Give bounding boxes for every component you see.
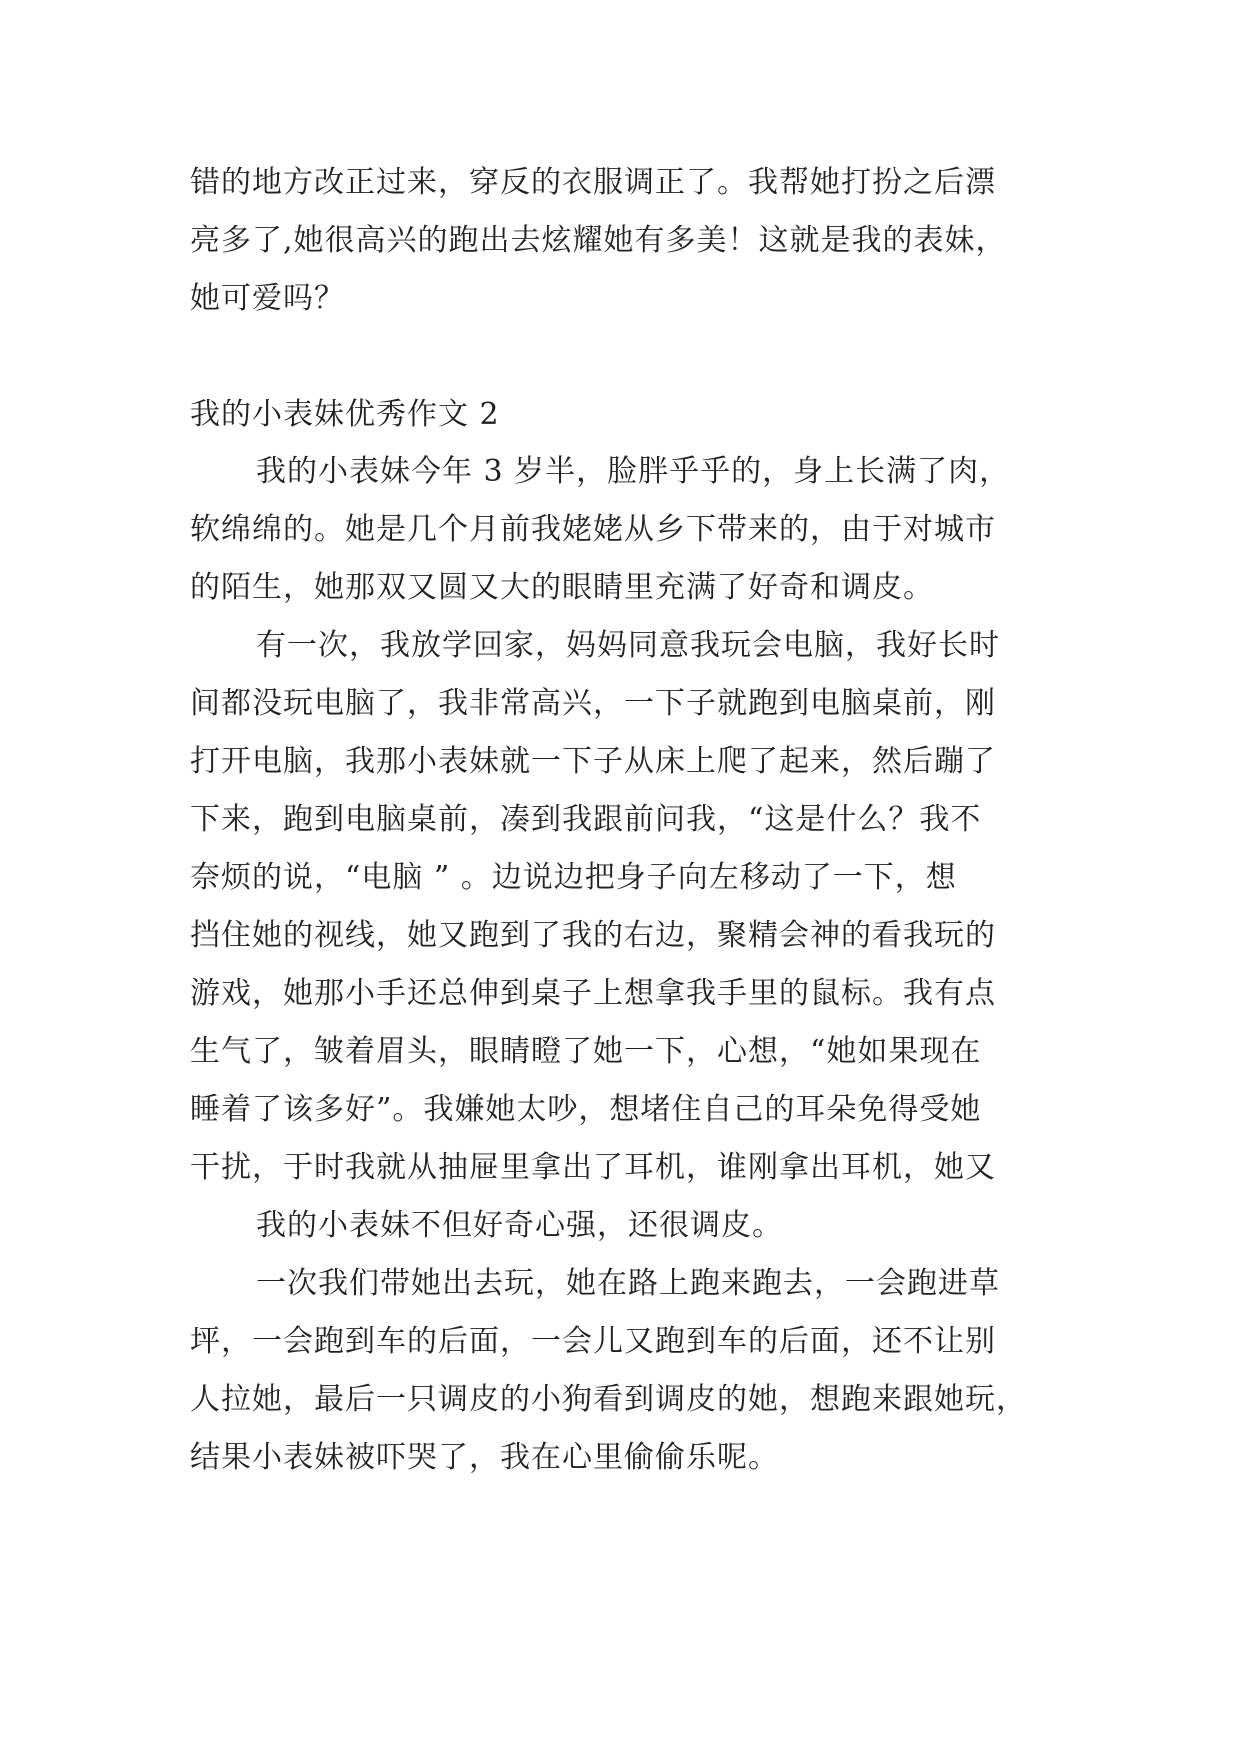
text-line: 错的地方改正过来，穿反的衣服调正了。我帮她打扮之后漂 [190, 165, 996, 200]
text-line: 亮多了,她很高兴的跑出去炫耀她有多美！这就是我的表妹， [190, 223, 1007, 258]
text-line: 坪，一会跑到车的后面，一会儿又跑到车的后面，还不让别 [190, 1324, 996, 1359]
text-line: 打开电脑，我那小表妹就一下子从床上爬了起来，然后蹦了 [190, 744, 996, 779]
text-line: 我的小表妹今年 3 岁半，脸胖乎乎的，身上长满了肉， [256, 454, 1011, 489]
paragraph-1 [190, 443, 1090, 617]
essay-heading [190, 386, 1090, 444]
text-line: 一次我们带她出去玩，她在路上跑来跑去，一会跑进草 [256, 1266, 1000, 1301]
text-line: 有一次，我放学回家，妈妈同意我玩会电脑，我好长时 [256, 628, 1000, 663]
text-line: 我的小表妹不但好奇心强，还很调皮。 [256, 1208, 783, 1243]
text-line: 她可爱吗？ [190, 281, 345, 316]
text-line: 干扰，于时我就从抽屉里拿出了耳机，谁刚拿出耳机，她又 [190, 1150, 996, 1185]
text-line: 下来，跑到电脑桌前，凑到我跟前问我，“这是什么？我不 [190, 802, 982, 837]
paragraph-4 [190, 1255, 1090, 1487]
essay-body [190, 443, 1090, 1487]
text-line: 软绵绵的。她是几个月前我姥姥从乡下带来的，由于对城市 [190, 512, 996, 547]
paragraph-3 [190, 1197, 1090, 1255]
text-line: 人拉她，最后一只调皮的小狗看到调皮的她，想跑来跟她玩， [190, 1382, 1027, 1417]
text-line: 挡住她的视线，她又跑到了我的右边，聚精会神的看我玩的 [190, 918, 996, 953]
text-line: 结果小表妹被吓哭了，我在心里偷偷乐呢。 [190, 1440, 779, 1475]
continuation-paragraph [190, 154, 1090, 328]
text-line: 间都没玩电脑了，我非常高兴，一下子就跑到电脑桌前，刚 [190, 686, 996, 721]
text-line: 生气了，皱着眉头，眼睛瞪了她一下，心想，“她如果现在 [190, 1034, 982, 1069]
text-line: 的陌生，她那双又圆又大的眼睛里充满了好奇和调皮。 [190, 570, 934, 605]
text-line: 睡着了该多好”。我嫌她太吵，想堵住自己的耳朵免得受她 [190, 1092, 982, 1127]
text-line: 奈烦的说，“电脑 ” 。边说边把身子向左移动了一下，想 [190, 860, 957, 895]
text-line: 游戏，她那小手还总伸到桌子上想拿我手里的鼠标。我有点 [190, 976, 996, 1011]
essay-title: 我的小表妹优秀作文 2 [190, 397, 500, 432]
paragraph-2 [190, 617, 1090, 1197]
